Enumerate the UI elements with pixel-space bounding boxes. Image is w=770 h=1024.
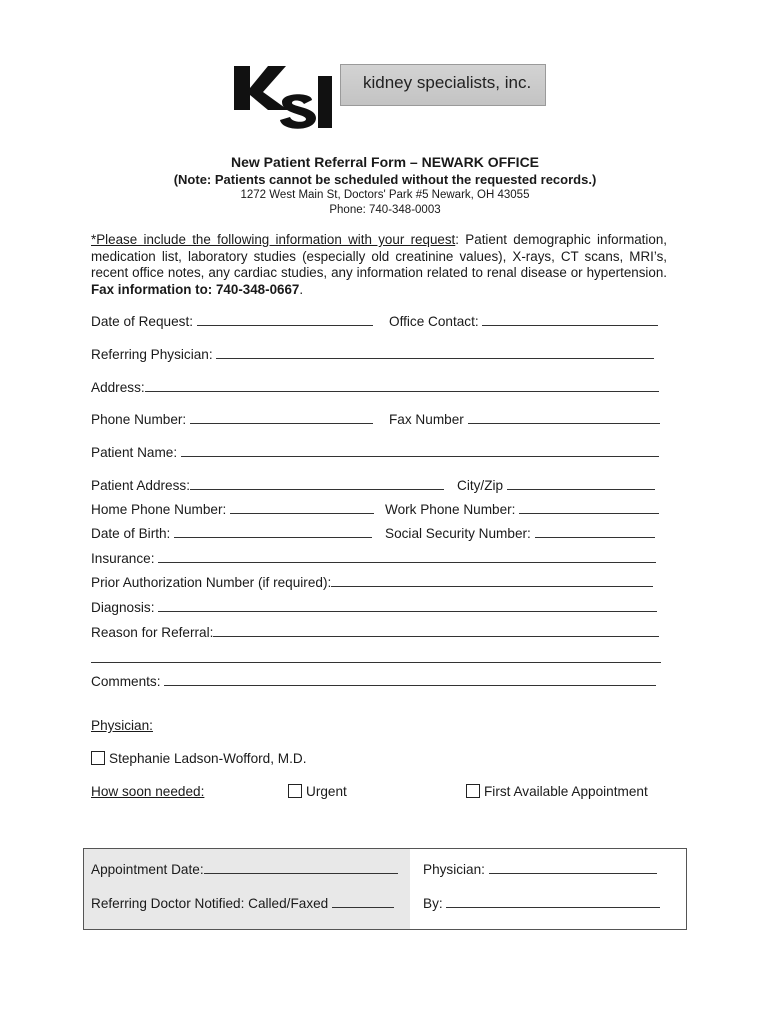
fax-instructions: Fax information to: 740-348-0667 [91,281,300,297]
physician-option[interactable] [91,751,306,766]
date-of-request-field[interactable] [91,314,373,329]
comments-label: Comments: [91,674,161,689]
insurance-blank[interactable] [158,551,656,563]
referring-physician-blank[interactable] [216,347,654,359]
patient-name-blank[interactable] [181,445,659,457]
by-label: By: [423,896,443,911]
city-zip-blank[interactable] [507,478,655,490]
reason-for-referral-label: Reason for Referral: [91,625,214,640]
physician-checkbox[interactable] [91,751,105,765]
reason-continuation-blank[interactable] [91,651,661,663]
box-physician-label: Physician: [423,862,485,877]
by-blank[interactable] [446,896,660,908]
instructions-paragraph [91,232,667,298]
logo-tagline-band [340,64,546,106]
ssn-label: Social Security Number: [385,526,531,541]
insurance-label: Insurance: [91,551,155,566]
urgent-checkbox[interactable] [288,784,302,798]
by-field[interactable] [423,896,660,911]
doctor-notified-field[interactable] [91,896,394,911]
work-phone-label: Work Phone Number: [385,502,516,517]
office-use-shaded-area [84,849,410,929]
address-blank[interactable] [145,380,659,392]
ksi-logo-mark [232,62,342,134]
city-zip-field[interactable] [457,478,655,493]
referring-physician-field[interactable] [91,347,654,362]
box-physician-blank[interactable] [489,862,657,874]
insurance-field[interactable] [91,551,656,566]
date-of-birth-label: Date of Birth: [91,526,171,541]
fax-number-field[interactable] [389,412,660,427]
date-of-request-blank[interactable] [197,314,373,326]
prior-authorization-blank[interactable] [331,575,653,587]
prior-authorization-label: Prior Authorization Number (if required): [91,575,332,590]
ssn-field[interactable] [385,526,655,541]
urgent-label: Urgent [306,784,347,799]
comments-field[interactable] [91,674,656,689]
diagnosis-blank[interactable] [158,600,657,612]
box-physician-field[interactable] [423,862,657,877]
office-phone: Phone: 740-348-0003 [329,204,441,216]
how-soon-needed [91,784,204,799]
first-available-checkbox[interactable] [466,784,480,798]
diagnosis-field[interactable] [91,600,657,615]
patient-address-field[interactable] [91,478,444,493]
instructions-body: Patient demographic information, medication list, laboratory studies (especially old creatinine values), X-rays, CT scans, MRI’s, recent office notes, any cardiac studies, any information related to renal disease or hypertension. [91,232,667,280]
home-phone-field[interactable] [91,502,374,517]
patient-address-label: Patient Address: [91,478,190,493]
work-phone-blank[interactable] [519,502,659,514]
home-phone-label: Home Phone Number: [91,502,227,517]
form-title: New Patient Referral Form – NEWARK OFFICE [230,154,540,170]
first-available-label: First Available Appointment [484,784,648,799]
reason-for-referral-blank[interactable] [213,625,659,637]
fax-number-blank[interactable] [468,412,660,424]
urgent-option[interactable] [288,784,347,799]
doctor-notified-blank[interactable] [332,896,394,908]
instructions-lead: *Please include the following information with your request [91,232,456,247]
reason-for-referral-field[interactable] [91,625,659,640]
phone-number-label: Phone Number: [91,412,187,427]
office-contact-blank[interactable] [482,314,658,326]
city-zip-label: City/Zip [457,478,504,493]
office-address: 1272 West Main St, Doctors' Park #5 Newark, OH 43055 [240,189,530,201]
patient-address-blank[interactable] [190,478,444,490]
office-contact-label: Office Contact: [389,314,479,329]
reason-continuation-line[interactable] [91,651,661,666]
physician-section [91,718,153,733]
instructions-colon: : [455,232,459,247]
phone-number-field[interactable] [91,412,373,427]
appointment-date-field[interactable] [91,862,398,877]
date-of-request-label: Date of Request: [91,314,194,329]
instructions-end: . [299,281,304,297]
comments-blank[interactable] [164,674,656,686]
home-phone-blank[interactable] [230,502,374,514]
appointment-date-blank[interactable] [204,862,398,874]
phone-number-blank[interactable] [190,412,373,424]
prior-authorization-field[interactable] [91,575,653,590]
address-label: Address: [91,380,145,395]
physician-option-label: Stephanie Ladson-Wofford, M.D. [109,751,307,766]
logo-tagline: kidney specialists, inc. [363,73,532,92]
patient-name-label: Patient Name: [91,445,178,460]
diagnosis-label: Diagnosis: [91,600,155,615]
date-of-birth-blank[interactable] [174,526,372,538]
fax-number-label: Fax Number [389,412,464,427]
office-use-box [83,848,687,930]
ksi-logo [232,62,546,134]
form-note: (Note: Patients cannot be scheduled without the requested records.) [173,172,597,187]
office-contact-field[interactable] [389,314,658,329]
address-field[interactable] [91,380,659,395]
physician-heading: Physician: [91,718,153,733]
patient-name-field[interactable] [91,445,659,460]
appointment-date-label: Appointment Date: [91,862,204,877]
referring-physician-label: Referring Physician: [91,347,213,362]
ssn-blank[interactable] [535,526,655,538]
work-phone-field[interactable] [385,502,659,517]
how-soon-needed-label: How soon needed: [91,784,205,799]
date-of-birth-field[interactable] [91,526,372,541]
doctor-notified-label: Referring Doctor Notified: Called/Faxed [91,896,329,911]
first-available-option[interactable] [466,784,648,799]
